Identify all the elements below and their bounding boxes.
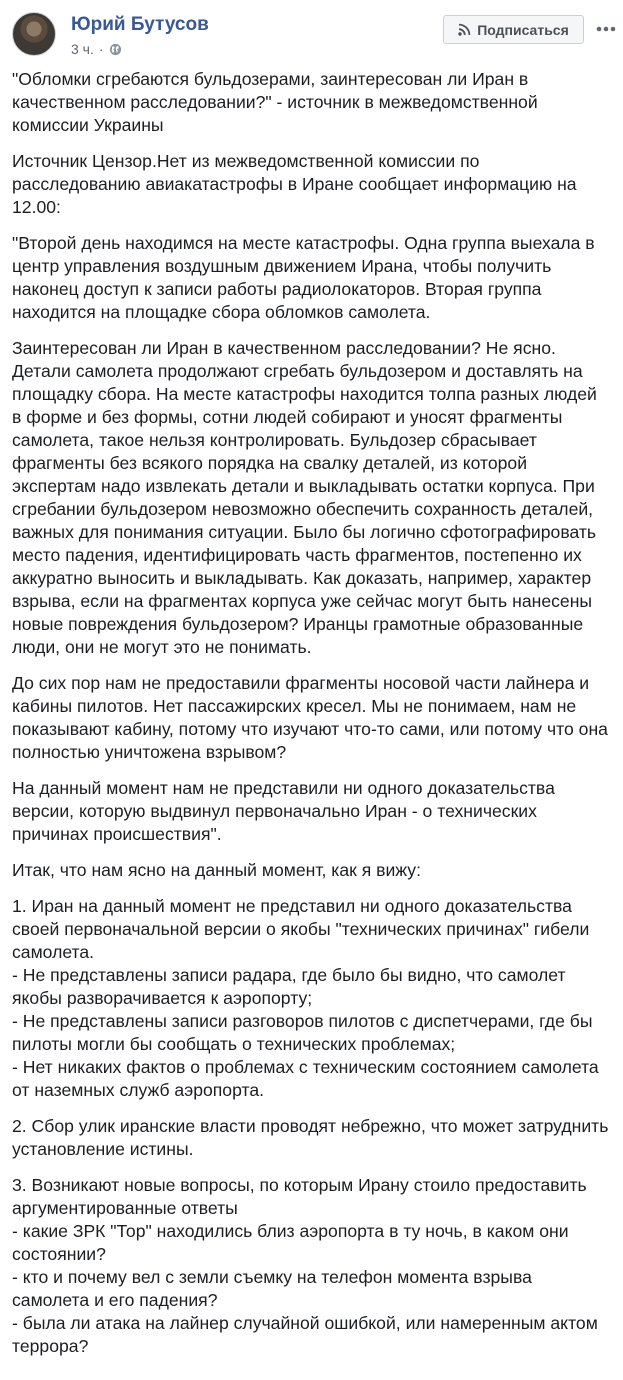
author-name[interactable]: Юрий Бутусов bbox=[71, 14, 209, 35]
post-paragraph-source: Источник Цензор.Нет из межведомственной комиссии по расследованию авиакатастрофы в Иране сообщает информацию на 12.00: bbox=[12, 151, 577, 217]
post-paragraph-point-1: 1. Иран на данный момент не представил ни одного доказательства своей первоначальной версии о якобы "технических причинах" гибели самолета. - Не представлены записи радара, где было бы видно, что самолет якобы разворачивается к аэропорту; - Не представлены записи разговоров пилотов с диспетчерами, где бы пилоты могли бы сообщать о технических проблемах; - Нет никаких фактов о проблемах с техническим состоянием самолета от наземных служб аэропорта. bbox=[12, 896, 599, 1100]
follow-button-label: Подписаться bbox=[477, 21, 569, 38]
post-timestamp[interactable]: 3 ч. bbox=[71, 41, 94, 57]
post-header bbox=[0, 0, 623, 70]
post-text bbox=[12, 68, 610, 1371]
post-paragraph-quote-day-two: "Второй день находимся на месте катастрофы. Одна группа выехала в центр управления воздушным движением Ирана, чтобы получить наконец доступ к записи работы радиолокаторов. Вторая группа находится на площадке сбора обломков самолета. bbox=[12, 233, 595, 322]
separator-dot: · bbox=[98, 41, 104, 57]
rss-icon bbox=[458, 23, 471, 36]
post-paragraph-evidence: На данный момент нам не представили ни одного доказательства версии, которую выдвинул первоначально Иран - о технических причинах происшествия". bbox=[12, 778, 555, 844]
avatar[interactable] bbox=[12, 12, 56, 56]
post-paragraph-investigation: Заинтересован ли Иран в качественном расследовании? Не ясно. Детали самолета продолжают сгребать бульдозером и доставлять на площадку сбора. На месте катастрофы находится толпа разных людей в форме и без формы, сотни людей собирают и уносят фрагменты самолета, такое нельзя контролировать. Бульдозер сбрасывает фрагменты без всякого порядка на свалку деталей, из которой экспертам надо извлекать детали и выкладывать остатки корпуса. При сгребании бульдозером невозможно обеспечить сохранность деталей, важных для понимания ситуации. Было бы логично сфотографировать место падения, идентифицировать часть фрагментов, постепенно их аккуратно выносить и выкладывать. Как доказать, например, характер взрыва, если на фрагментах корпуса уже сейчас могут быть нанесены новые повреждения бульдозером? Иранцы грамотные образованные люди, они не могут это не понимать. bbox=[12, 338, 597, 657]
post-paragraph-point-3: 3. Возникают новые вопросы, по которым Ирану стоило предоставить аргументированные ответы - какие ЗРК "Тор" находились близ аэропорта в ту ночь, в каком они состоянии? - кто и почему вел с земли съемку на телефон момента взрыва самолета и его падения? - была ли атака на лайнер случайной ошибкой, или намеренным актом террора? bbox=[12, 1175, 598, 1356]
post-paragraph-point-2: 2. Сбор улик иранские власти проводят небрежно, что может затруднить установление истины. bbox=[12, 1116, 609, 1159]
post-paragraph-summary-intro: Итак, что нам ясно на данный момент, как я вижу: bbox=[12, 860, 421, 880]
globe-icon[interactable] bbox=[109, 43, 122, 56]
more-icon[interactable] bbox=[595, 14, 617, 44]
follow-button[interactable] bbox=[443, 15, 584, 44]
post-paragraph-headline: "Обломки сгребаются бульдозерами, заинтересован ли Иран в качественном расследовании?" - источник в межведомственной комиссии Украины bbox=[12, 69, 538, 135]
post-meta bbox=[71, 41, 122, 57]
post-paragraph-fragments: До сих пор нам не предоставили фрагменты носовой части лайнера и кабины пилотов. Нет пассажирских кресел. Мы не понимаем, нам не показывают кабину, потому что изучают что-то сами, или потому что она полностью уничтожена взрывом? bbox=[12, 673, 608, 762]
